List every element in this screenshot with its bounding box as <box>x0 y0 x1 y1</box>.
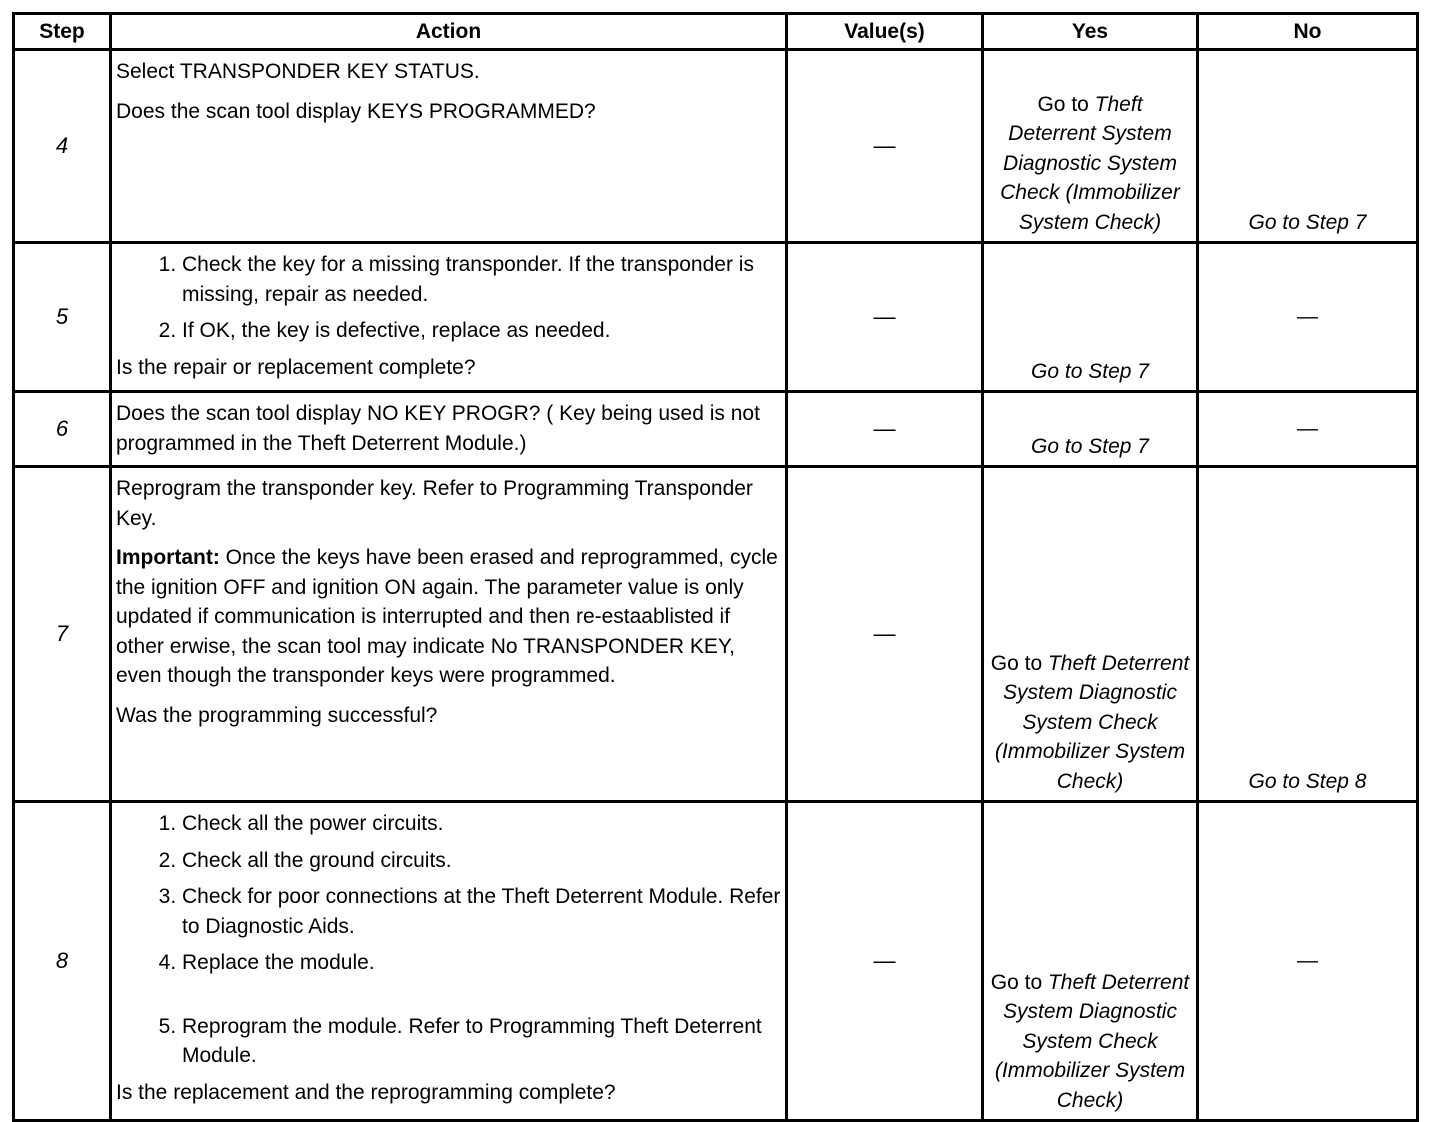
header-step: Step <box>14 14 111 50</box>
list-item: 3. Check for poor connections at the Theft Deterrent Module. Refer to Diagnostic Aids. <box>182 882 781 941</box>
step-number: 4 <box>14 50 111 243</box>
important-note <box>116 543 781 691</box>
step-number: 8 <box>14 802 111 1121</box>
list-item: 2. If OK, the key is defective, replace as needed. <box>182 316 781 346</box>
yes-cell[interactable]: Go to Step 7 <box>983 392 1198 467</box>
header-action: Action <box>111 14 787 50</box>
action-question: Is the replacement and the reprogramming complete? <box>116 1080 616 1104</box>
yes-cell <box>983 50 1198 243</box>
no-cell[interactable]: Go to Step 7 <box>1198 50 1418 243</box>
no-cell: — <box>1198 802 1418 1121</box>
value-cell: — <box>787 392 983 467</box>
diagnostic-table <box>12 12 1419 1122</box>
header-no: No <box>1198 14 1418 50</box>
table-row <box>14 802 1418 1121</box>
action-cell <box>111 467 787 802</box>
yes-prefix: Go to <box>990 651 1048 675</box>
header-row <box>14 14 1418 50</box>
table-row <box>14 392 1418 467</box>
table-row <box>14 467 1418 802</box>
header-yes: Yes <box>983 14 1198 50</box>
no-cell[interactable]: Go to Step 8 <box>1198 467 1418 802</box>
important-label: Important: <box>116 546 220 569</box>
no-cell: — <box>1198 392 1418 467</box>
yes-prefix: Go to <box>1037 92 1095 116</box>
yes-cell <box>983 467 1198 802</box>
yes-link[interactable]: Theft Deterrent System Diagnostic System Check (Immobilizer System Check) <box>994 970 1190 1112</box>
list-item: 4. Replace the module. <box>182 948 781 978</box>
yes-link[interactable]: Theft Deterrent System Diagnostic System Check (Immobilizer System Check) <box>994 651 1190 793</box>
yes-link[interactable]: Theft Deterrent System Diagnostic System Check (Immobilizer System Check) <box>1000 92 1180 234</box>
value-cell: — <box>787 802 983 1121</box>
action-cell <box>111 50 787 243</box>
no-cell: — <box>1198 243 1418 392</box>
action-list <box>116 250 781 346</box>
list-item: 5. Reprogram the module. Refer to Programming Theft Deterrent Module. <box>182 1012 781 1071</box>
step-number: 6 <box>14 392 111 467</box>
action-cell <box>111 243 787 392</box>
important-text: Once the keys have been erased and reprogrammed, cycle the ignition OFF and ignition ON again. The parameter value is only updated if communication is interrupted and then re-estaablisted if other erwise, the scan tool may indicate No TRANSPONDER KEY, even though the transponder keys were programmed. <box>116 546 778 687</box>
table-row <box>14 50 1418 243</box>
action-question: Was the programming successful? <box>116 703 438 727</box>
value-cell: — <box>787 467 983 802</box>
step-number: 5 <box>14 243 111 392</box>
list-item: 1. Check the key for a missing transponder. If the transponder is missing, repair as needed. <box>182 250 781 309</box>
yes-prefix: Go to <box>990 970 1048 994</box>
list-item: 1. Check all the power circuits. <box>182 809 781 839</box>
action-question: Is the repair or replacement complete? <box>116 355 476 379</box>
yes-cell[interactable]: Go to Step 7 <box>983 243 1198 392</box>
action-cell <box>111 392 787 467</box>
action-list <box>116 809 781 1071</box>
action-question: Does the scan tool display NO KEY PROGR? ( Key being used is not programmed in the Theft Deterrent Module.) <box>116 402 760 455</box>
action-cell <box>111 802 787 1121</box>
action-text: Select TRANSPONDER KEY STATUS. <box>116 60 480 83</box>
action-text: Reprogram the transponder key. Refer to Programming Transponder Key. <box>116 477 753 530</box>
header-values: Value(s) <box>787 14 983 50</box>
value-cell: — <box>787 243 983 392</box>
list-item: 2. Check all the ground circuits. <box>182 846 781 876</box>
table-row <box>14 243 1418 392</box>
value-cell: — <box>787 50 983 243</box>
action-question: Does the scan tool display KEYS PROGRAMMED? <box>116 99 596 123</box>
step-number: 7 <box>14 467 111 802</box>
yes-cell <box>983 802 1198 1121</box>
